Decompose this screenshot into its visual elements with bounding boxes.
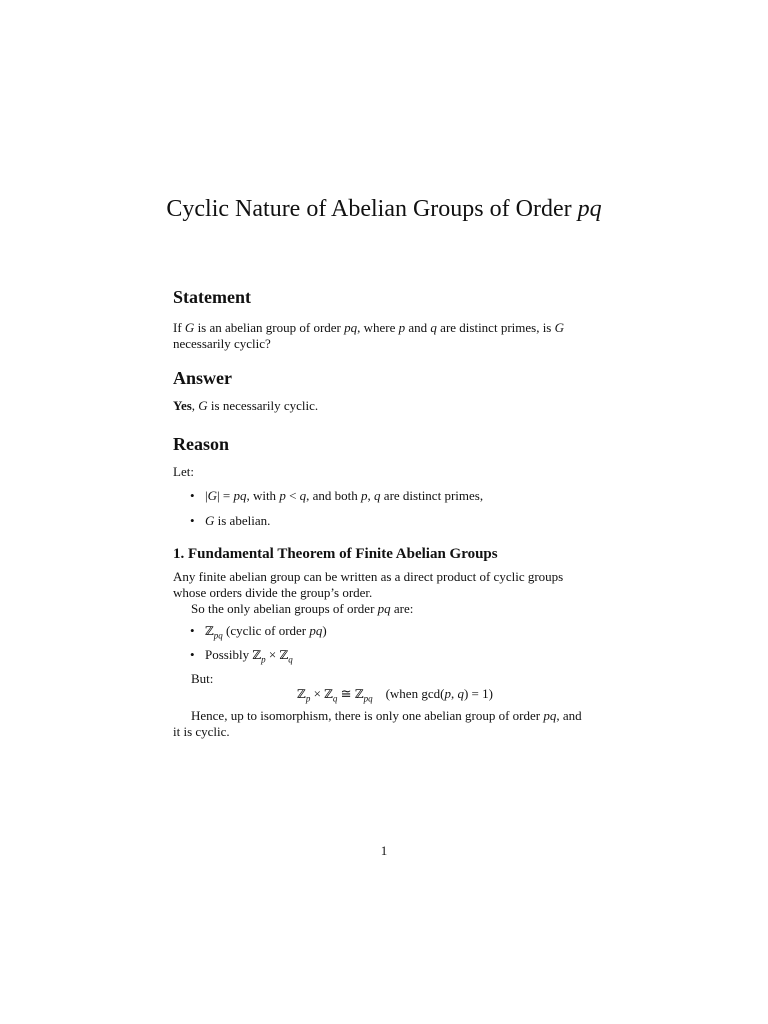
reason-bullet-1: • |G| = pq, with p < q, and both p, q are distinct primes, <box>173 488 617 504</box>
conclusion-paragraph <box>173 708 617 740</box>
statement-heading: Statement <box>173 287 251 307</box>
section-1-para-line-1: Any finite abelian group can be written as a direct product of cyclic groups <box>173 569 564 584</box>
conclusion-line-2: it is cyclic. <box>173 724 230 739</box>
group-option-2: • Possibly ℤ$_p$ × ℤ$_q$ <box>173 647 617 663</box>
conclusion-line-1: Hence, up to isomorphism, there is only one abelian group of order pq, and <box>191 708 582 723</box>
title-text: Cyclic Nature of Abelian Groups of Order <box>166 196 578 222</box>
reason-bullet-list-2 <box>173 513 617 529</box>
section-1-para-line-2: whose orders divide the group’s order. <box>173 585 373 600</box>
group-option-1: • ℤ$_{pq}$ (cyclic of order pq) <box>173 623 617 639</box>
groups-list <box>173 623 617 639</box>
answer-heading: Answer <box>173 368 232 388</box>
reason-let-text: Let: <box>173 464 194 479</box>
statement-text <box>173 320 617 352</box>
display-equation <box>173 686 617 702</box>
page-number: 1 <box>380 843 388 858</box>
reason-heading: Reason <box>173 434 230 454</box>
groups-list-2 <box>173 647 617 663</box>
answer-line: Yes, G is necessarily cyclic. <box>173 398 319 413</box>
section-1-heading: 1. Fundamental Theorem of Finite Abelian Groups <box>173 546 498 562</box>
reason-bullet-2: • G is abelian. <box>173 513 617 529</box>
isomorphism-equation: ℤ$_p$ × ℤ$_q$ ≅ ℤ$_{pq}$ (when gcd(p, q) = 1) <box>297 686 493 704</box>
but-line <box>173 671 617 687</box>
answer-section <box>173 367 617 389</box>
answer-text <box>173 398 617 414</box>
answer-bold: Yes <box>173 398 192 413</box>
reason-bullet-list <box>173 488 617 504</box>
statement-line-1: If G is an abelian group of order pq, where p and q are distinct primes, is G <box>173 320 565 335</box>
title-variable: pq <box>577 196 602 222</box>
but-text: But: <box>191 671 214 686</box>
section-1-intro: So the only abelian groups of order pq are: <box>191 601 414 616</box>
reason-section <box>173 433 617 455</box>
statement-section <box>173 286 617 308</box>
document-title <box>0 194 768 224</box>
section-1-paragraph <box>173 569 617 617</box>
statement-line-2: necessarily cyclic? <box>173 336 271 351</box>
reason-let <box>173 464 617 480</box>
section-1 <box>173 545 617 563</box>
